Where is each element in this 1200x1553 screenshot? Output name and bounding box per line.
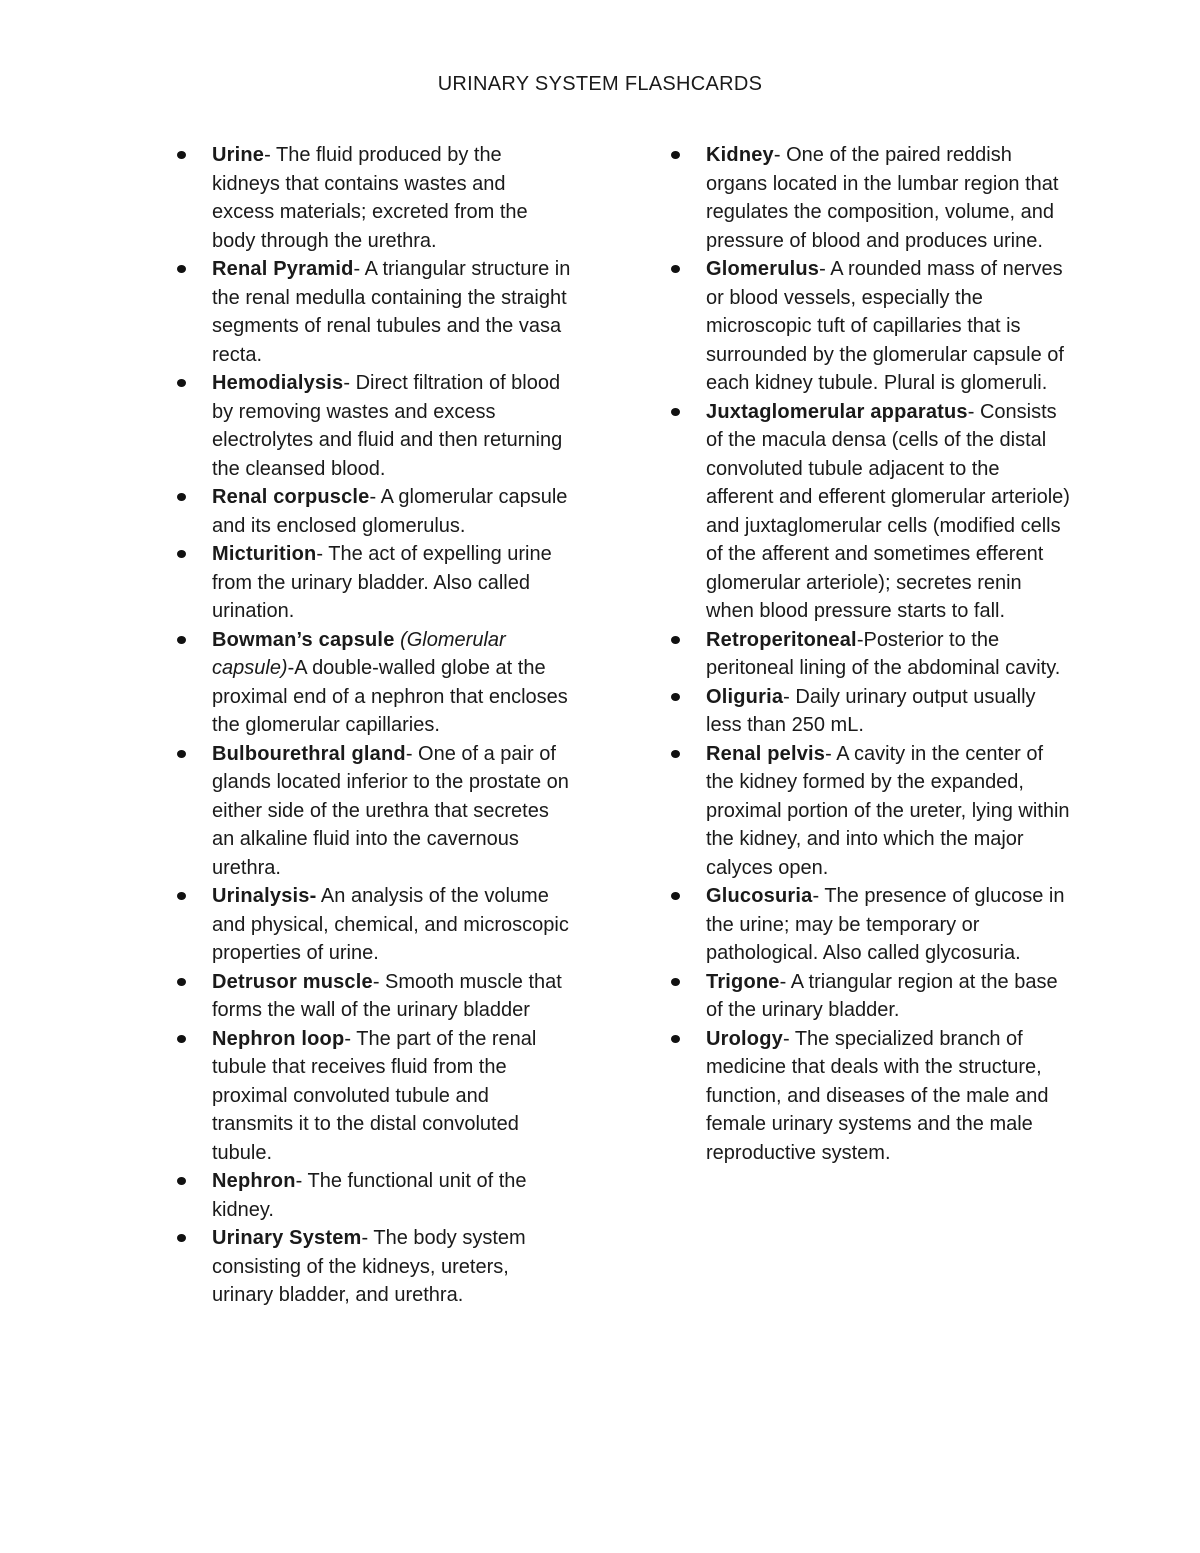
- flashcard-entry: [176, 255, 571, 369]
- bullet-icon: [177, 1177, 186, 1185]
- definition: -A double-walled globe at the proximal end of a nephron that encloses the glomerular capillaries.: [212, 657, 568, 736]
- bullet-icon: [177, 550, 186, 558]
- term: Nephron loop: [212, 1027, 345, 1050]
- definition: - The part of the renal tubule that receives fluid from the proximal convoluted tubule and transmits it to the distal convoluted tubule.: [212, 1027, 537, 1164]
- flashcard-entry: [176, 1025, 571, 1168]
- flashcard-entry: [670, 683, 1070, 740]
- term: Juxtaglomerular apparatus: [706, 400, 968, 423]
- definition: - The act of expelling urine from the urinary bladder. Also called urination.: [212, 543, 552, 622]
- flashcard-entry: [176, 483, 571, 540]
- flashcard-entry: [176, 141, 571, 255]
- term: Urine: [212, 144, 265, 166]
- flashcard-entry: [176, 740, 571, 883]
- term-alt: (Glomerular capsule): [212, 628, 506, 679]
- page-title: URINARY SYSTEM FLASHCARDS: [437, 73, 763, 95]
- bullet-icon: [177, 978, 186, 986]
- definition: - The functional unit of the kidney.: [212, 1170, 527, 1221]
- flashcard-entry: [176, 968, 571, 1025]
- term: Hemodialysis: [212, 372, 344, 394]
- bullet-icon: [671, 1035, 680, 1043]
- flashcard-entry: [176, 1167, 571, 1224]
- bullet-icon: [177, 892, 186, 900]
- flashcard-entry: [670, 1025, 1070, 1168]
- flashcard-entry: [176, 540, 571, 626]
- definition: - A cavity in the center of the kidney formed by the expanded, proximal portion of the ureter, lying within the kidney, and into which the major calyces open.: [706, 742, 1070, 879]
- term: Kidney: [706, 144, 774, 166]
- term: Retroperitoneal: [706, 628, 857, 651]
- right-flashcard-list: [670, 141, 1070, 1167]
- flashcard-entry: [670, 740, 1070, 883]
- flashcard-entry: [670, 255, 1070, 398]
- term: Urology: [706, 1027, 783, 1050]
- flashcard-entry: [670, 882, 1070, 968]
- bullet-icon: [177, 1035, 186, 1043]
- term: Bulbourethral gland: [212, 742, 406, 765]
- term: Renal Pyramid: [212, 258, 354, 280]
- bullet-icon: [177, 1234, 186, 1242]
- definition: - A triangular region at the base of the urinary bladder.: [706, 970, 1058, 1021]
- flashcard-entry: [670, 626, 1070, 683]
- definition: - Smooth muscle that forms the wall of the urinary bladder: [212, 970, 562, 1021]
- definition: -Posterior to the peritoneal lining of the abdominal cavity.: [706, 628, 1061, 679]
- flashcard-entry: [176, 882, 571, 968]
- definition: - A rounded mass of nerves or blood vessels, especially the microscopic tuft of capillaries that is surrounded by the glomerular capsule of each kidney tubule. Plural is glomeruli.: [706, 258, 1064, 394]
- flashcard-entry: [670, 398, 1070, 626]
- term: Micturition: [212, 543, 317, 565]
- bullet-icon: [671, 693, 680, 701]
- bullet-icon: [671, 151, 680, 159]
- term: Glomerulus: [706, 258, 820, 280]
- definition: - Daily urinary output usually less than 250 mL.: [706, 685, 1036, 736]
- term: Nephron: [212, 1170, 296, 1192]
- term: Trigone: [706, 970, 780, 993]
- definition: - A triangular structure in the renal medulla containing the straight segments of renal tubules and the vasa recta.: [212, 258, 571, 366]
- bullet-icon: [671, 892, 680, 900]
- definition: - Consists of the macula densa (cells of the distal convoluted tubule adjacent to the afferent and efferent glomerular arteriole) and juxtaglomerular cells (modified cells of the afferent and sometimes efferent glomerular arteriole); secretes renin when blood pressure starts to fall.: [706, 400, 1070, 622]
- term: Renal pelvis: [706, 742, 826, 765]
- definition: - The body system consisting of the kidneys, ureters, urinary bladder, and urethra.: [212, 1227, 526, 1306]
- term: Urinalysis-: [212, 885, 317, 907]
- bullet-icon: [177, 750, 186, 758]
- flashcard-entry: [176, 1224, 571, 1310]
- definition: - A glomerular capsule and its enclosed glomerulus.: [212, 486, 568, 537]
- bullet-icon: [671, 750, 680, 758]
- term: Detrusor muscle: [212, 970, 373, 993]
- term: Oliguria: [706, 685, 784, 708]
- flashcard-entry: [176, 626, 571, 740]
- definition: - One of a pair of glands located inferior to the prostate on either side of the urethra that secretes an alkaline fluid into the cavernous urethra.: [212, 742, 569, 879]
- bullet-icon: [177, 493, 186, 501]
- bullet-icon: [177, 636, 186, 644]
- bullet-icon: [671, 265, 680, 273]
- term: Urinary System: [212, 1227, 362, 1249]
- bullet-icon: [177, 265, 186, 273]
- definition: An analysis of the volume and physical, chemical, and microscopic properties of urine.: [212, 885, 569, 964]
- bullet-icon: [177, 379, 186, 387]
- bullet-icon: [671, 978, 680, 986]
- flashcard-entry: [176, 369, 571, 483]
- term: Renal corpuscle: [212, 486, 370, 508]
- definition: - The specialized branch of medicine that deals with the structure, function, and diseases of the male and female urinary systems and the male reproductive system.: [706, 1027, 1049, 1164]
- definition: - One of the paired reddish organs located in the lumbar region that regulates the composition, volume, and pressure of blood and produces urine.: [706, 144, 1059, 252]
- term: Bowman’s capsule: [212, 628, 395, 651]
- bullet-icon: [177, 151, 186, 159]
- definition: - The fluid produced by the kidneys that contains wastes and excess materials; excreted from the body through the urethra.: [212, 144, 528, 252]
- bullet-icon: [671, 408, 680, 416]
- definition: - Direct filtration of blood by removing wastes and excess electrolytes and fluid and then returning the cleansed blood.: [212, 372, 563, 480]
- flashcard-entry: [670, 968, 1070, 1025]
- term: Glucosuria: [706, 885, 813, 907]
- definition: - The presence of glucose in the urine; may be temporary or pathological. Also called glycosuria.: [706, 885, 1065, 964]
- flashcard-entry: [670, 141, 1070, 255]
- left-flashcard-list: [176, 141, 571, 1310]
- bullet-icon: [671, 636, 680, 644]
